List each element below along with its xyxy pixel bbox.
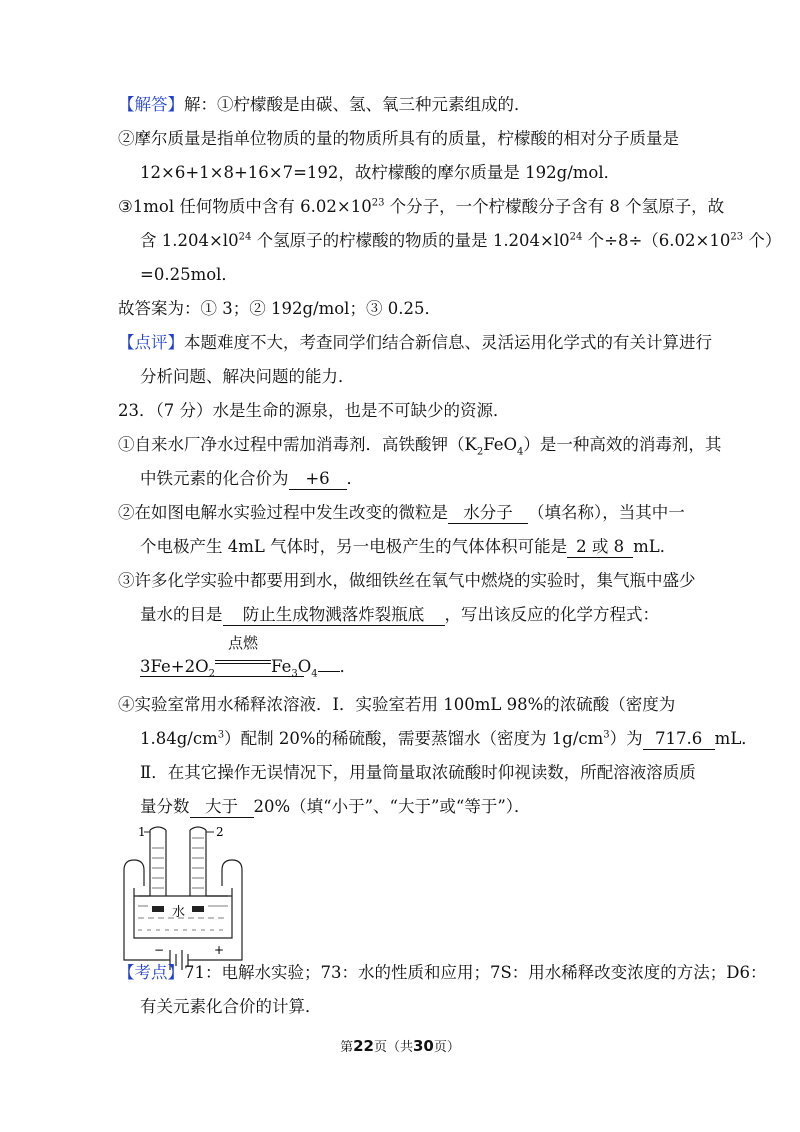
subscript: 3	[291, 668, 298, 680]
exponent: 3	[603, 729, 610, 741]
electrolysis-apparatus-diagram	[118, 826, 248, 976]
q-part4-line2	[140, 728, 758, 750]
chemical-equation	[140, 634, 357, 680]
label-water: 水	[172, 905, 186, 920]
equal-line-bottom	[215, 663, 271, 664]
answer-text-5c: 个÷8÷（6.02×10	[582, 231, 731, 250]
q-text: 20%（填“小于”、“大于”或“等于”）．	[253, 797, 531, 816]
footer-text: 页（共	[373, 1040, 413, 1055]
comment-text-1: 本题难度不大，考查同学们结合新信息、灵活运用化学式的有关计算进行	[184, 333, 712, 352]
label-minus: −	[154, 943, 165, 957]
q-text: ）是一种高效的消毒剂，其	[523, 435, 722, 454]
question-title: 23．（7 分）水是生命的源泉，也是不可缺少的资源．	[118, 401, 510, 420]
exponent: 3	[217, 729, 225, 741]
answer-blank: 2 或 8	[567, 537, 633, 558]
answer-blank: +6	[289, 469, 347, 490]
q-text: （填名称），当其中一	[528, 503, 685, 522]
q-part4-line1: ④实验室常用水稀释浓溶液．Ⅰ．实验室若用 100mL 98%的浓硫酸（密度为	[118, 695, 676, 714]
reaction-arrow	[215, 634, 271, 678]
q-text: ，写出该反应的化学方程式：	[444, 605, 659, 624]
exponent: 24	[238, 231, 252, 243]
answer-line-2: ②摩尔质量是指单位物质的量的物质所具有的质量，柠檬酸的相对分子质量是	[118, 129, 679, 148]
electrode-left	[152, 906, 164, 912]
exponent: 24	[569, 231, 583, 243]
footer-text: 页）	[433, 1040, 460, 1055]
q-text: 个电极产生 4mL 气体时，另一电极产生的气体体积可能是	[140, 537, 568, 556]
answer-blank: 717.6	[643, 729, 715, 750]
answer-text-4b: 个分子，一个柠檬酸分子含有 8 个氢原子，故	[384, 197, 725, 216]
answer-line-6: =0.25mol．	[140, 265, 238, 284]
q-text: 量分数	[140, 797, 190, 816]
subscript: 4	[517, 446, 524, 458]
page-number: 22	[353, 1037, 374, 1055]
q-text: mL．	[714, 729, 758, 748]
q-part1-line2	[140, 468, 363, 490]
answer-text-4a: ③1mol 任何物质中含有 6.02×10	[118, 197, 372, 216]
q-part1-line1	[118, 434, 721, 456]
subscript: 2	[476, 446, 484, 458]
eq-end: ．	[339, 657, 357, 676]
comment-tag: 【点评】	[118, 333, 184, 352]
answer-blank: 水分子	[448, 503, 528, 524]
page-total: 30	[413, 1037, 434, 1055]
q-part3-line1: ③许多化学实验中都要用到水，做细铁丝在氧气中燃烧的实验时，集气瓶中盛少	[118, 571, 696, 590]
eq-right-o: O	[297, 657, 312, 676]
q-text: ）配制 20%的稀硫酸，需要蒸馏水（密度为 1g/cm	[224, 729, 604, 748]
label-1: 1	[138, 826, 146, 839]
subscript: 4	[311, 668, 318, 680]
comment-line-2: 分析问题、解决问题的能力．	[140, 367, 355, 386]
q-text: ①自来水厂净水过程中需加消毒剂．高铁酸钾（K	[118, 435, 477, 454]
q-text: FeO	[483, 435, 518, 454]
answer-blank: 防止生成物溅落炸裂瓶底	[223, 605, 445, 626]
answer-text-5b: 个氢原子的柠檬酸的物质的量是 1.204×l0	[251, 231, 570, 250]
answer-text-1: 解：①柠檬酸是由碳、氢、氧三种元素组成的．	[184, 95, 531, 114]
q-text: mL．	[633, 537, 677, 556]
kaodian-tag: 【考点】	[118, 963, 184, 982]
q-text: ．	[346, 469, 363, 488]
q-text: 量水的目是	[140, 605, 223, 624]
eq-right: Fe	[271, 657, 292, 676]
eq-blank-tail	[318, 671, 340, 672]
page-footer	[0, 1036, 800, 1055]
comment-line-1	[118, 332, 712, 354]
kaodian-text-1: 71：电解水实验；73：水的性质和应用；7S：用水稀释改变浓度的方法；D6：	[184, 963, 767, 982]
q-part2-line1	[118, 502, 685, 524]
answer-tag: 【解答】	[118, 95, 184, 114]
q-part4-line3: Ⅱ．在其它操作无误情况下，用量筒量取浓硫酸时仰视读数，所配溶液溶质质	[140, 763, 696, 782]
q-part3-line2	[140, 604, 659, 626]
equal-line-top	[215, 660, 271, 661]
answer-line-4	[118, 196, 724, 218]
equation-underline	[140, 676, 304, 677]
answer-line-3: 12×6+1×8+16×7=192，故柠檬酸的摩尔质量是 192g/mol．	[140, 163, 621, 182]
q-text: 1.84g/cm	[140, 729, 218, 748]
exponent: 23	[730, 231, 744, 243]
answer-line-7: 故答案为：① 3；② 192g/mol；③ 0.25．	[118, 299, 441, 318]
answer-blank: 大于	[190, 797, 254, 818]
q-part2-line2	[140, 536, 676, 558]
label-plus: +	[214, 943, 225, 957]
tube-1	[150, 830, 166, 896]
label-2: 2	[216, 826, 224, 839]
exponent: 23	[371, 197, 385, 209]
kaodian-line-1	[118, 962, 767, 984]
q-text: ②在如图电解水实验过程中发生改变的微粒是	[118, 503, 448, 522]
answer-line-5	[140, 230, 781, 252]
tube-2	[190, 830, 206, 896]
answer-text-5a: 含 1.204×l0	[140, 231, 239, 250]
kaodian-line-2: 有关元素化合价的计算．	[140, 997, 322, 1016]
electrode-right	[192, 906, 204, 912]
q-part4-line4	[140, 796, 531, 818]
subscript: 2	[208, 668, 216, 680]
q-text: 中铁元素的化合价为	[140, 469, 289, 488]
answer-line-1	[118, 94, 531, 116]
footer-text: 第	[340, 1040, 354, 1055]
reaction-condition: 点燃	[228, 634, 259, 652]
eq-left: 3Fe+2O	[140, 657, 209, 676]
q-text: ）为	[609, 729, 643, 748]
answer-text-5d: 个）	[743, 231, 782, 250]
